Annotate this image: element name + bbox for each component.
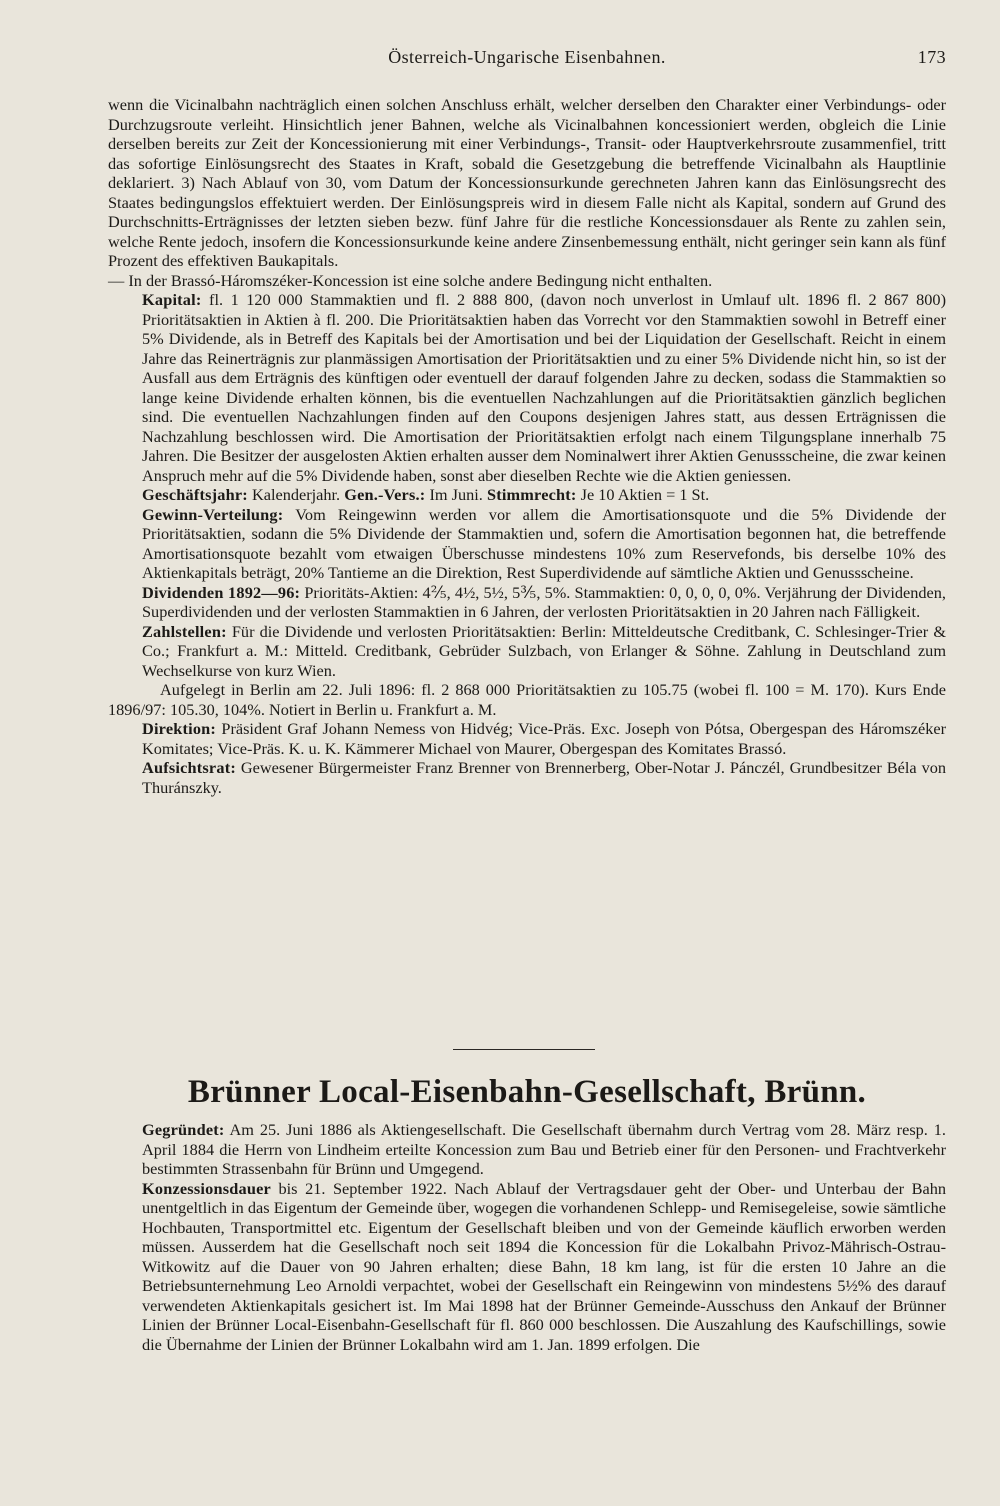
section-divider [453, 1049, 595, 1050]
gegruendet-text: Am 25. Juni 1886 als Aktiengesellschaft. Die Gesellschaft übernahm durch Vertrag vom 28. März resp. 1. April 1884 die Herrn von Lindheim erteilte Koncession zum Bau und Betrieb einer für den Personen- und Frachtverkehr bestimmten Strassenbahn für Brünn und Umgegend. [142, 1120, 947, 1178]
running-head [108, 47, 946, 68]
zahlstellen-text: Für die Dividende und verlosten Prioritätsaktien: Berlin: Mitteldeutsche Creditbank, C. Schlesinger-Trier & Co.; Frankfurt a. M.: Mitteld. Creditbank, Gebrüder Sulzbach, von Erlanger & Söhne. Zahlung in Deutschland zum Wechselkurse von kurz Wien. [142, 621, 946, 680]
geschaeftsjahr-entry [108, 485, 946, 505]
company-heading: Brünner Local-Eisenbahn-Gesellschaft, Brünn. [187, 1074, 867, 1110]
gen-vers-text: Im Juni. [429, 485, 483, 504]
zahlstellen-entry [108, 622, 946, 681]
kapital-label: Kapital: [142, 290, 202, 309]
aufsichtsrat-text: Gewesener Bürgermeister Franz Brenner von Brennerberg, Ober-Notar J. Pánczél, Grundbesitzer Béla von Thuránszky. [142, 758, 946, 797]
gewinn-verteilung-entry [108, 505, 946, 583]
gewinn-verteilung-label: Gewinn-Verteilung: [142, 504, 284, 524]
page-number: 173 [917, 47, 946, 67]
geschaeftsjahr-text: Kalenderjahr. [251, 485, 341, 504]
intro-paragraph: wenn die Vicinalbahn nachträglich einen solchen Anschluss erhält, welcher derselben den Charakter einer Verbindungs- oder Durchzugsroute verleiht. Hinsichtlich jener Bahnen, welche als Vicinalbahnen koncessioniert werden, obgleich die Linie derselben bereits zur Zeit der Koncessionierung mit einer Verbindungs-, Transit- oder Hauptverkehrsroute zusammenfiel, tritt das sofortige Einlösungsrecht des Staates in Kraft, sobald die Gesetzgebung die betreffende Vicinalbahn als Hauptlinie deklariert. 3) Nach Ablauf von 30, vom Datum der Koncessionsurkunde gerechneten Jahren kann das Einlösungsrecht des Staates bedingungslos effektuiert werden. Der Einlösungspreis wird in diesem Falle nicht als Kapital, sondern auf Grund des Durchschnitts-Erträgnisses der letzten sieben bezw. fünf Jahre für die restliche Koncessionsdauer als Rente zu zahlen sein, welche Rente jedoch, insofern die Koncessionsurkunde keine andere Zinsenbemessung enthält, nicht geringer sein kann als fünf Prozent des effektiven Baukapitals. [108, 95, 946, 270]
dividenden-label: Dividenden 1892—96: [142, 582, 301, 602]
kapital-entry [108, 290, 946, 485]
direktion-text: Präsident Graf Johann Nemess von Hidvég; Vice-Präs. Exc. Joseph von Pótsa, Obergespan des Háromszéker Komitates; Vice-Präs. K. u. K. Kämmerer Michael von Maurer, Obergespan des Komitates Brassó. [142, 719, 946, 758]
direktion-entry [108, 719, 946, 758]
aufsichtsrat-entry [108, 758, 946, 797]
dividenden-text: Prioritäts-Aktien: 4⅖, 4½, 5½, 5⅗, 5%. Stammaktien: 0, 0, 0, 0, 0%. Verjährung der Dividenden, Superdividenden und der verlosten Stammaktien in 6 Jahren, der verlosten Prioritätsaktien in 20 Jahren nach Fälligkeit. [142, 582, 946, 621]
konzessionsdauer-label: Konzessionsdauer [142, 1178, 271, 1198]
direktion-label: Direktion: [142, 719, 217, 738]
aufgelegt-paragraph: Aufgelegt in Berlin am 22. Juli 1896: fl. 2 868 000 Prioritätsaktien zu 105.75 (wobei fl. 100 = M. 170). Kurs Ende 1896/97: 105.30, 104%. Notiert in Berlin u. Frankfurt a. M. [108, 680, 946, 719]
gegruendet-entry [108, 1120, 946, 1179]
section-austro-hungarian [108, 95, 946, 797]
stimmrecht-label: Stimmrecht: [486, 485, 577, 504]
gen-vers-label: Gen.-Vers.: [344, 485, 426, 504]
running-head-title: Österreich-Ungarische Eisenbahnen. [388, 47, 666, 67]
gewinn-verteilung-text: Vom Reingewinn werden vor allem die Amortisationsquote und die 5% Dividende der Prioritätsaktien, sodann die 5% Dividende der Stammaktien und, sofern die Amortisation begonnen hat, die betreffende Amortisationsquote bezahlt vom etwaigen Überschusse mindestens 10% zum Reservefonds, bis derselbe 10% des Aktienkapitals beträgt, 20% Tantieme an die Direktion, Rest Superdividende auf sämtliche Aktien und Genussscheine. [142, 504, 946, 582]
konzessionsdauer-text: bis 21. September 1922. Nach Ablauf der Vertragsdauer geht der Ober- und Unterbau der Bahn unentgeltlich in das Eigentum der Gemeinde über, wogegen die vorhandenen Schlepp- und Remisegeleise, sowie sämtliche Hochbauten, Transportmittel etc. Eigentum der Gesellschaft bleiben und von der Gemeinde käuflich erworben werden müssen. Ausserdem hat die Gesellschaft noch seit 1894 die Koncession für die Lokalbahn Privoz-Mährisch-Ostrau-Witkowitz auf die Dauer von 90 Jahren erhalten; diese Bahn, 18 km lang, ist für die ersten 10 Jahre an die Betriebsunternehmung Leo Arnoldi verpachtet, wobei der Gesellschaft ein Reingewinn von mindestens 5½% des darauf verwendeten Aktienkapitals gesichert ist. Im Mai 1898 hat der Brünner Gemeinde-Ausschuss den Ankauf der Brünner Linien der Brünner Local-Eisenbahn-Gesellschaft für fl. 860 000 beschlossen. Die Auszahlung des Kaufschillings, sowie die Übernahme der Linien der Brünner Lokalbahn wird am 1. Jan. 1899 erfolgen. Die [142, 1178, 946, 1354]
gegruendet-label: Gegründet: [142, 1120, 225, 1139]
geschaeftsjahr-label: Geschäftsjahr: [142, 485, 248, 504]
aufsichtsrat-label: Aufsichtsrat: [142, 758, 236, 777]
kapital-text: fl. 1 120 000 Stammaktien und fl. 2 888 800, (davon noch unverlost in Umlauf ult. 1896 fl. 2 867 800) Prioritätsaktien in Aktien à fl. 200. Die Prioritätsaktien haben das Vorrecht vor den Stammaktien sowohl in Betreff einer 5% Dividende, als in Betreff des Kapitals bei der Amortisation und bei der Liquidation der Gesellschaft. Reicht in einem Jahre das Reinerträgnis zur planmässigen Amortisation der Prioritätsaktien und zu einer 5% Dividende nicht hin, so ist der Ausfall aus dem Erträgnis des künftigen oder eventuell der darauf folgenden Jahre zu decken, sodass die Stammaktien so lange keine Dividende erhalten können, bis die eventuellen Nachzahlungen auf die Prioritätsaktien gänzlich beglichen sind. Die eventuellen Nachzahlungen finden auf den Coupons desjenigen Jahres statt, aus dessen Erträgnissen die Nachzahlung beschlossen wird. Die Amortisation der Prioritätsaktien erfolgt nach einem Tilgungsplane innerhalb 75 Jahren. Die Besitzer der ausgelosten Aktien erhalten ausser dem Nominalwert ihrer Aktien Genussscheine, die zwar keinen Anspruch mehr auf die 5% Dividende haben, sonst aber dieselben Rechte wie die Aktien geniessen. [142, 290, 946, 485]
konzessionsdauer-entry [108, 1179, 946, 1355]
brasso-note: — In der Brassó-Háromszéker-Koncession ist eine solche andere Bedingung nicht enthalten. [108, 270, 713, 290]
section-bruenner-local [108, 1120, 946, 1354]
zahlstellen-label: Zahlstellen: [142, 621, 227, 641]
stimmrecht-text: Je 10 Aktien = 1 St. [580, 485, 710, 504]
dividenden-entry [108, 583, 946, 622]
